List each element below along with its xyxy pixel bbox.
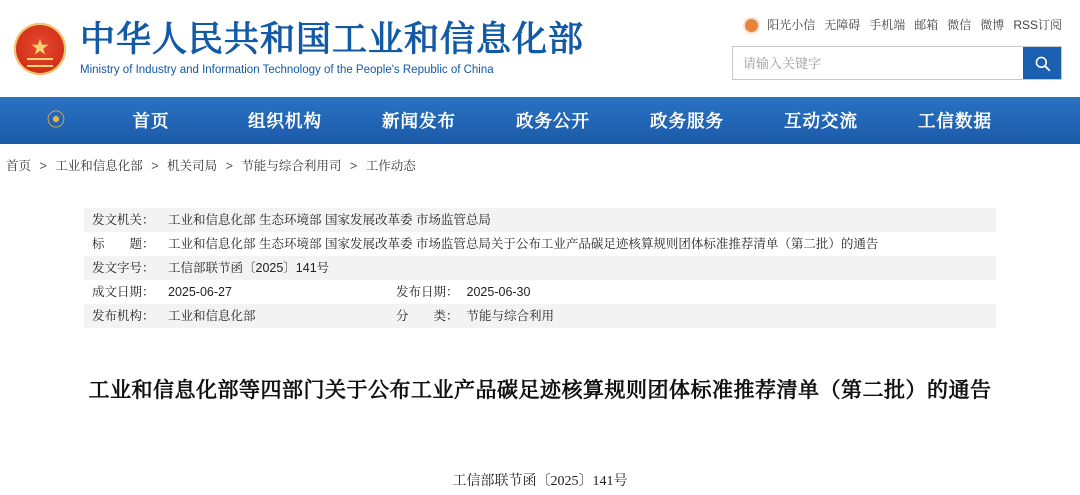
table-row bbox=[84, 208, 996, 232]
meta-value-title: 工业和信息化部 生态环境部 国家发展改革委 市场监管总局关于公布工业产品碳足迹核算规则团体标准推荐清单（第二批）的通告 bbox=[160, 232, 996, 256]
top-link-mail[interactable]: 邮箱 bbox=[914, 17, 939, 32]
top-link-weibo[interactable]: 微博 bbox=[980, 17, 1005, 32]
nav-item-organization[interactable]: 组织机构 bbox=[248, 111, 322, 131]
meta-label-document-number: 发文字号： bbox=[84, 256, 160, 280]
top-link-sunshine[interactable]: 阳光小信 bbox=[767, 17, 816, 32]
main-nav bbox=[0, 97, 1080, 144]
nav-item-government-affairs[interactable]: 政务公开 bbox=[516, 111, 590, 131]
site-title-cn: 中华人民共和国工业和信息化部 bbox=[80, 19, 585, 59]
nav-item-news[interactable]: 新闻发布 bbox=[382, 111, 456, 131]
site-logo-block[interactable] bbox=[0, 20, 584, 78]
top-link-wechat[interactable]: 微信 bbox=[947, 17, 972, 32]
site-header bbox=[0, 0, 1080, 97]
article-container bbox=[0, 208, 1080, 490]
top-links bbox=[732, 14, 1062, 34]
breadcrumb-item-0[interactable]: 首页 bbox=[6, 159, 32, 173]
breadcrumb-separator: > bbox=[225, 159, 233, 173]
search-bar bbox=[732, 46, 1062, 80]
meta-value-written-date: 2025-06-27 bbox=[160, 280, 376, 304]
breadcrumb bbox=[0, 144, 1080, 186]
meta-label-title: 标 题： bbox=[84, 232, 160, 256]
meta-label-publisher: 发布机构： bbox=[84, 304, 160, 328]
breadcrumb-item-1[interactable]: 工业和信息化部 bbox=[55, 159, 143, 173]
meta-label-publish-date: 发布日期： bbox=[376, 280, 459, 304]
search-icon bbox=[1033, 54, 1052, 73]
table-row bbox=[84, 232, 996, 256]
meta-value-issuing-agency: 工业和信息化部 生态环境部 国家发展改革委 市场监管总局 bbox=[160, 208, 996, 232]
document-meta-table bbox=[84, 208, 996, 328]
table-row bbox=[84, 280, 996, 304]
site-titles bbox=[80, 20, 584, 78]
meta-value-document-number: 工信部联节函〔2025〕141号 bbox=[160, 256, 996, 280]
breadcrumb-separator: > bbox=[349, 159, 358, 173]
nav-item-home[interactable]: 首页 bbox=[132, 111, 170, 131]
top-link-mobile[interactable]: 手机端 bbox=[869, 17, 906, 32]
meta-value-category: 节能与综合利用 bbox=[459, 304, 996, 328]
breadcrumb-item-4[interactable]: 工作动态 bbox=[365, 159, 416, 173]
national-emblem-icon bbox=[14, 23, 66, 75]
meta-label-category: 分 类： bbox=[376, 304, 459, 328]
meta-label-written-date: 成文日期： bbox=[84, 280, 160, 304]
table-row bbox=[84, 304, 996, 328]
meta-value-publisher: 工业和信息化部 bbox=[160, 304, 376, 328]
header-right bbox=[732, 14, 1062, 80]
meta-label-issuing-agency: 发文机关： bbox=[84, 208, 160, 232]
breadcrumb-separator: > bbox=[151, 159, 159, 173]
page-title: 工业和信息化部等四部门关于公布工业产品碳足迹核算规则团体标准推荐清单（第二批）的通告 bbox=[88, 379, 992, 402]
home-swirl-icon[interactable]: ⦿ bbox=[46, 110, 66, 131]
table-row bbox=[84, 256, 996, 280]
article-document-number: 工信部联节函〔2025〕141号 bbox=[452, 474, 628, 489]
search-button[interactable] bbox=[1023, 47, 1061, 79]
nav-item-data[interactable]: 工信数据 bbox=[918, 111, 992, 131]
breadcrumb-separator: > bbox=[39, 159, 47, 173]
top-link-accessibility[interactable]: 无障碍 bbox=[824, 17, 861, 32]
site-title-en: Ministry of Industry and Information Technology of the People's Republic of China bbox=[80, 63, 494, 76]
top-link-rss[interactable]: RSS订阅 bbox=[1013, 17, 1062, 32]
search-input[interactable] bbox=[733, 47, 1023, 79]
breadcrumb-item-2[interactable]: 机关司局 bbox=[167, 159, 218, 173]
meta-value-publish-date: 2025-06-30 bbox=[459, 280, 996, 304]
sun-icon bbox=[745, 19, 758, 32]
nav-item-government-services[interactable]: 政务服务 bbox=[650, 111, 724, 131]
nav-item-interaction[interactable]: 互动交流 bbox=[784, 111, 858, 131]
breadcrumb-item-3[interactable]: 节能与综合利用司 bbox=[241, 159, 342, 173]
